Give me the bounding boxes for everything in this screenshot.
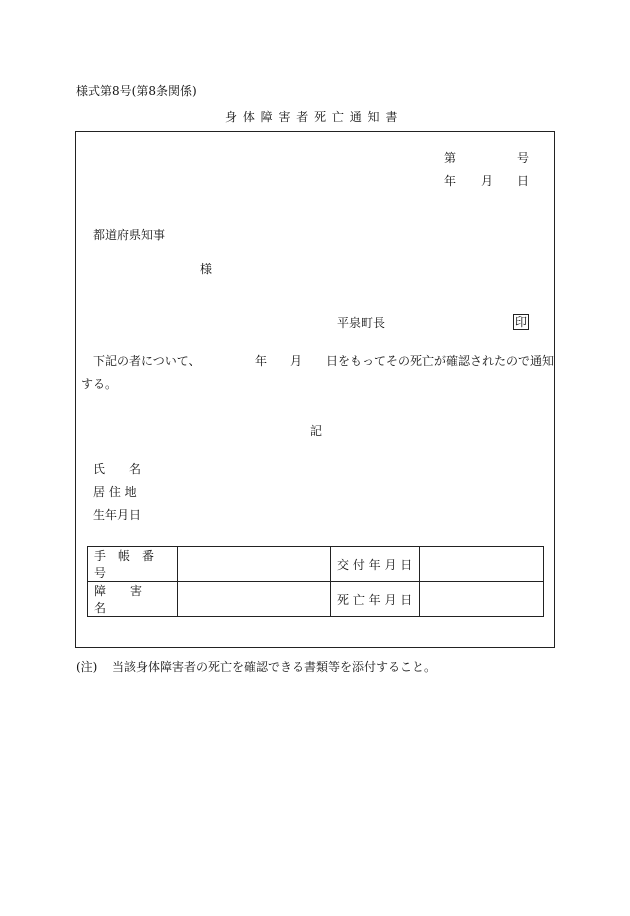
date-year: 年 xyxy=(444,174,457,188)
table-row xyxy=(88,582,544,617)
disability-name-value[interactable] xyxy=(178,582,331,617)
cell-label xyxy=(88,582,178,617)
note-text: 当該身体障害者の死亡を確認できる書類等を添付すること。 xyxy=(112,660,437,674)
date-day: 日 xyxy=(517,174,530,188)
table-row xyxy=(88,547,544,582)
addressee: 都道府県知事 xyxy=(93,228,166,242)
note-prefix: (注) xyxy=(76,660,98,674)
document-title: 身 体 障 害 者 死 亡 通 知 書 xyxy=(225,110,399,124)
cell-label xyxy=(88,547,178,582)
field-name-label: 氏 名 xyxy=(93,462,142,476)
sender-name: 平泉町長 xyxy=(337,316,386,330)
form-label: 様式第8号(第8条関係) xyxy=(76,84,197,98)
field-address-label: 居 住 地 xyxy=(93,485,137,499)
field-birthdate-label: 生年月日 xyxy=(93,508,142,522)
disability-name-label: 障 害 名 xyxy=(94,584,167,615)
cell-label xyxy=(331,582,420,617)
date-month: 月 xyxy=(481,174,494,188)
issue-date-label: 交 付 年 月 日 xyxy=(337,557,413,572)
number-dai: 第 xyxy=(444,151,457,165)
addressee-sama: 様 xyxy=(200,262,213,276)
issue-date-value[interactable] xyxy=(420,547,544,582)
body-month: 月 xyxy=(290,354,303,368)
number-go: 号 xyxy=(517,151,530,165)
death-date-value[interactable] xyxy=(420,582,544,617)
techo-number-label: 手 帳 番 号 xyxy=(94,549,167,580)
cell-label xyxy=(331,547,420,582)
body-line2: する。 xyxy=(81,377,118,391)
seal-stamp xyxy=(513,314,529,330)
techo-number-value[interactable] xyxy=(178,547,331,582)
body-pre: 下記の者について、 xyxy=(93,354,201,368)
ki-label: 記 xyxy=(310,424,323,438)
info-table xyxy=(87,546,544,617)
seal-mark: 印 xyxy=(515,315,528,329)
death-date-label: 死 亡 年 月 日 xyxy=(337,592,413,607)
body-year: 年 xyxy=(255,354,268,368)
body-post: 日をもってその死亡が確認されたので通知 xyxy=(326,354,555,368)
